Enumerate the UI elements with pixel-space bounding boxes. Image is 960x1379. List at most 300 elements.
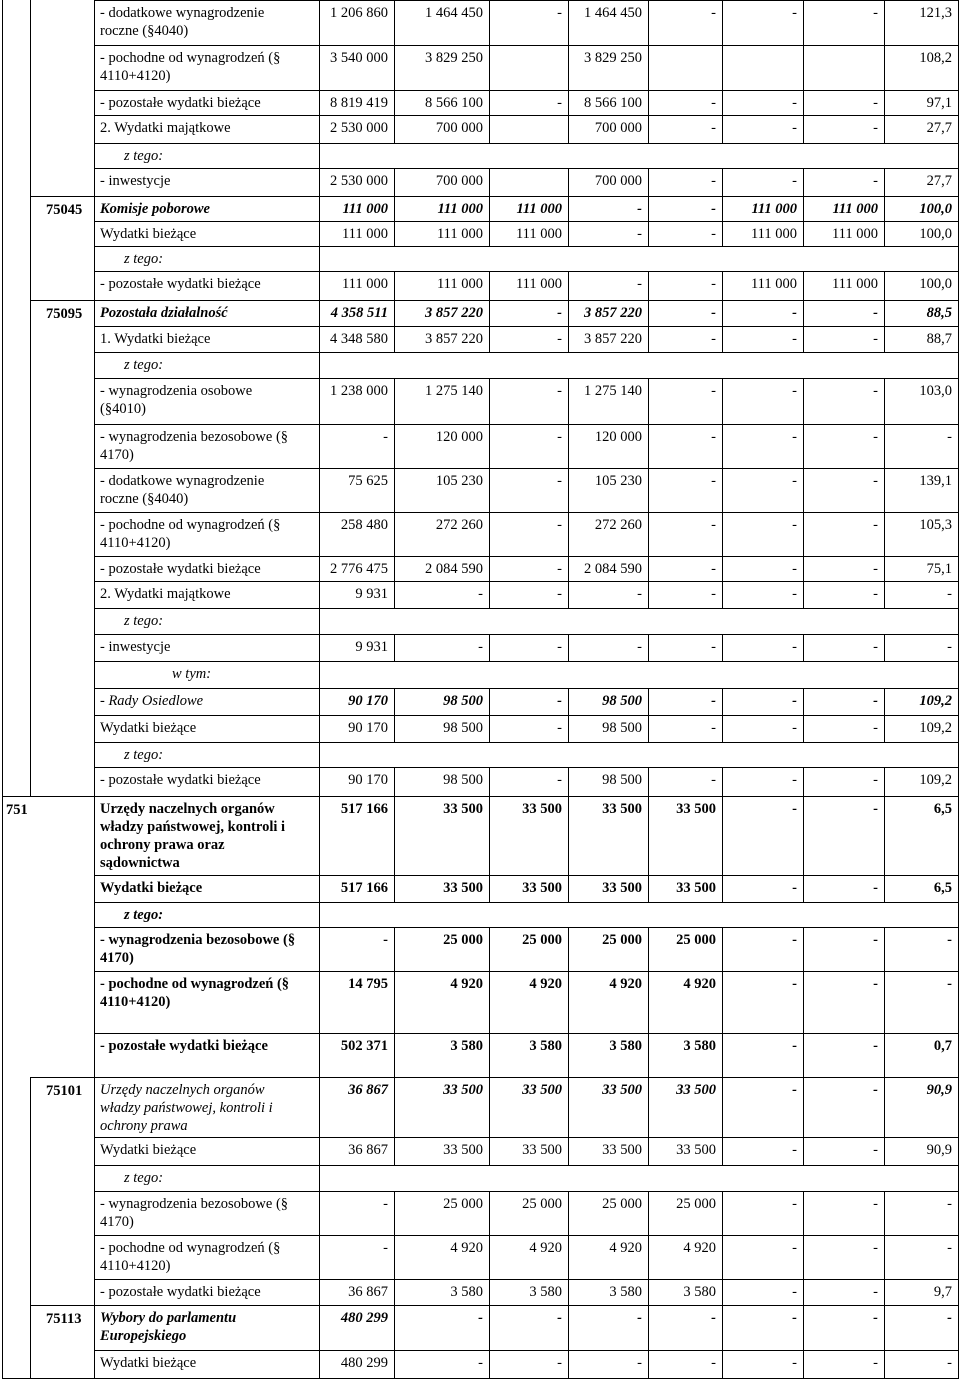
value-cell: 9 931 xyxy=(355,639,388,655)
value-cell: - xyxy=(873,383,878,399)
value-cell: 3 580 xyxy=(529,1038,562,1054)
value-cell: - xyxy=(792,1240,797,1256)
value-cell: - xyxy=(711,276,716,292)
value-cell: - xyxy=(792,561,797,577)
row-description: Wydatki bieżące xyxy=(100,880,203,896)
value-cell: 111 000 xyxy=(516,201,562,217)
value-cell: 90 170 xyxy=(348,720,388,736)
value-cell: - xyxy=(557,561,562,577)
value-cell: 75 625 xyxy=(348,473,388,489)
value-cell: 700 000 xyxy=(435,173,483,189)
value-cell: - xyxy=(873,120,878,136)
table-rule xyxy=(94,634,958,635)
value-cell: 111 000 xyxy=(342,201,388,217)
value-cell: 105,3 xyxy=(919,517,952,533)
value-cell: 100,0 xyxy=(919,226,952,242)
value-cell: - xyxy=(792,880,797,896)
value-cell: 121,3 xyxy=(919,5,952,21)
value-cell: - xyxy=(383,1240,388,1256)
value-cell: 90,9 xyxy=(926,1082,952,1098)
value-cell: 2 084 590 xyxy=(584,561,642,577)
value-cell: 33 500 xyxy=(443,1142,483,1158)
value-cell: - xyxy=(792,173,797,189)
value-cell: 33 500 xyxy=(602,1142,642,1158)
value-cell: 3 857 220 xyxy=(425,331,483,347)
row-description: - pozostałe wydatki bieżące xyxy=(100,772,261,788)
table-rule xyxy=(94,1165,958,1166)
value-cell: - xyxy=(792,639,797,655)
value-cell: - xyxy=(637,226,642,242)
value-cell: 3 857 220 xyxy=(584,331,642,347)
value-cell: - xyxy=(792,120,797,136)
value-cell: - xyxy=(557,305,562,321)
row-description: Wydatki bieżące xyxy=(100,720,197,736)
row-description: z tego: xyxy=(124,1170,164,1186)
value-cell: 3 580 xyxy=(450,1038,483,1054)
value-cell: 1 275 140 xyxy=(584,383,642,399)
value-cell: - xyxy=(711,693,716,709)
table-rule xyxy=(94,902,958,903)
value-cell: 36 867 xyxy=(348,1284,388,1300)
value-cell: - xyxy=(711,383,716,399)
value-cell: 103,0 xyxy=(919,383,952,399)
value-cell: 33 500 xyxy=(522,1142,562,1158)
row-description: - pochodne od wynagrodzeń (§ 4110+4120) xyxy=(100,50,281,84)
value-cell: - xyxy=(711,586,716,602)
value-cell: 4 920 xyxy=(683,976,716,992)
value-cell: 98 500 xyxy=(443,772,483,788)
row-description: Pozostała działalność xyxy=(100,305,228,321)
value-cell: - xyxy=(792,1355,797,1371)
value-cell: - xyxy=(947,429,952,445)
row-description: Wydatki bieżące xyxy=(100,1142,197,1158)
value-cell: - xyxy=(873,473,878,489)
value-cell: - xyxy=(947,1310,952,1326)
value-cell: 100,0 xyxy=(919,201,952,217)
value-cell: - xyxy=(947,932,952,948)
section-code: 75095 xyxy=(46,306,83,322)
value-cell: 700 000 xyxy=(594,173,642,189)
value-cell: - xyxy=(792,383,797,399)
value-cell: 90 170 xyxy=(348,772,388,788)
row-description: - pozostałe wydatki bieżące xyxy=(100,95,261,111)
value-cell: 111 000 xyxy=(341,226,388,242)
value-cell: 258 480 xyxy=(340,517,388,533)
row-description: - wynagrodzenia osobowe (§4010) xyxy=(100,383,253,417)
value-cell: 700 000 xyxy=(594,120,642,136)
table-rule xyxy=(94,875,958,876)
value-cell: - xyxy=(873,976,878,992)
value-cell: - xyxy=(873,772,878,788)
row-description: Komisje poborowe xyxy=(100,201,210,217)
value-cell: 1 464 450 xyxy=(425,5,483,21)
value-cell: 97,1 xyxy=(926,95,952,111)
value-cell: - xyxy=(873,693,878,709)
value-cell: - xyxy=(711,1310,716,1326)
value-cell: 3 857 220 xyxy=(425,305,483,321)
row-description: Urzędy naczelnych organów władzy państwowej, kontroli i ochrony prawa xyxy=(100,1082,273,1134)
value-cell: 4 920 xyxy=(609,1240,642,1256)
value-cell: 139,1 xyxy=(919,473,952,489)
value-cell: - xyxy=(792,720,797,736)
value-cell: 75,1 xyxy=(926,561,952,577)
value-cell: - xyxy=(873,586,878,602)
value-cell: - xyxy=(873,801,878,817)
value-cell: 88,7 xyxy=(926,331,952,347)
table-rule xyxy=(722,45,723,90)
value-cell: - xyxy=(873,1310,878,1326)
value-cell: - xyxy=(557,5,562,21)
value-cell: 33 500 xyxy=(602,880,642,896)
value-cell: - xyxy=(557,586,562,602)
table-rule xyxy=(30,196,958,197)
value-cell: - xyxy=(792,932,797,948)
row-description: - Rady Osiedlowe xyxy=(100,693,204,709)
value-cell: 8 819 419 xyxy=(330,95,388,111)
table-rule xyxy=(489,168,490,196)
value-cell: - xyxy=(792,331,797,347)
row-description: - inwestycje xyxy=(100,639,171,655)
value-cell: 25 000 xyxy=(443,1196,483,1212)
row-description: - pochodne od wynagrodzeń (§ 4110+4120) xyxy=(100,976,290,1010)
value-cell: 111 000 xyxy=(750,276,797,292)
value-cell: - xyxy=(557,772,562,788)
value-cell: - xyxy=(792,772,797,788)
table-rule xyxy=(94,1235,958,1236)
value-cell: 90,9 xyxy=(926,1142,952,1158)
value-cell: - xyxy=(873,720,878,736)
value-cell: - xyxy=(947,976,952,992)
value-cell: - xyxy=(557,1355,562,1371)
value-cell: 517 166 xyxy=(340,880,388,896)
value-cell: 111 000 xyxy=(831,276,878,292)
value-cell: 8 566 100 xyxy=(584,95,642,111)
value-cell: - xyxy=(873,95,878,111)
row-description: 2. Wydatki majątkowe xyxy=(100,120,231,136)
value-cell: - xyxy=(873,305,878,321)
value-cell: 111 000 xyxy=(751,201,797,217)
value-cell: - xyxy=(557,95,562,111)
value-cell: - xyxy=(711,201,716,217)
table-rule xyxy=(94,115,958,116)
table-rule xyxy=(94,971,958,972)
row-description: Wybory do parlamentu Europejskiego xyxy=(100,1310,237,1344)
value-cell: 111 000 xyxy=(436,226,483,242)
value-cell: - xyxy=(711,5,716,21)
table-rule xyxy=(94,1279,958,1280)
value-cell: - xyxy=(711,305,716,321)
value-cell: 1 464 450 xyxy=(584,5,642,21)
table-rule xyxy=(958,0,959,1379)
value-cell: - xyxy=(637,201,642,217)
value-cell: - xyxy=(383,429,388,445)
value-cell: 4 358 511 xyxy=(330,305,388,321)
value-cell: - xyxy=(557,473,562,489)
row-description: - wynagrodzenia bezosobowe (§ 4170) xyxy=(100,1196,289,1230)
value-cell: - xyxy=(873,639,878,655)
value-cell: 109,2 xyxy=(919,720,952,736)
value-cell: 2 776 475 xyxy=(330,561,388,577)
value-cell: 120 000 xyxy=(435,429,483,445)
value-cell: - xyxy=(637,1355,642,1371)
value-cell: - xyxy=(478,1355,483,1371)
table-rule xyxy=(94,512,958,513)
value-cell: 111 000 xyxy=(515,276,562,292)
row-description: Wydatki bieżące xyxy=(100,226,197,242)
value-cell: 25 000 xyxy=(602,932,642,948)
table-rule xyxy=(94,424,958,425)
value-cell: 3 580 xyxy=(529,1284,562,1300)
value-cell: 36 867 xyxy=(348,1142,388,1158)
value-cell: - xyxy=(792,1082,797,1098)
value-cell: 33 500 xyxy=(443,801,483,817)
table-rule xyxy=(30,1077,958,1078)
value-cell: 4 920 xyxy=(450,976,483,992)
value-cell: 3 829 250 xyxy=(425,50,483,66)
value-cell: 98 500 xyxy=(602,720,642,736)
value-cell: - xyxy=(557,720,562,736)
value-cell: 111 000 xyxy=(341,276,388,292)
value-cell: 2 084 590 xyxy=(425,561,483,577)
value-cell: 3 829 250 xyxy=(584,50,642,66)
value-cell: 1 238 000 xyxy=(330,383,388,399)
table-rule xyxy=(648,45,649,90)
value-cell: 33 500 xyxy=(602,1082,642,1098)
value-cell: 90 170 xyxy=(348,693,388,709)
value-cell: 25 000 xyxy=(602,1196,642,1212)
value-cell: - xyxy=(947,1355,952,1371)
value-cell: - xyxy=(873,1142,878,1158)
value-cell: 6,5 xyxy=(933,880,952,896)
value-cell: 3 580 xyxy=(683,1284,716,1300)
table-rule xyxy=(94,742,958,743)
value-cell: - xyxy=(873,1038,878,1054)
value-cell: - xyxy=(873,331,878,347)
value-cell: - xyxy=(873,429,878,445)
row-description: z tego: xyxy=(124,747,164,763)
value-cell: - xyxy=(557,383,562,399)
value-cell: - xyxy=(637,276,642,292)
table-rule xyxy=(2,796,958,797)
section-code: 75101 xyxy=(46,1083,83,1099)
value-cell: 98 500 xyxy=(443,693,483,709)
value-cell: - xyxy=(873,1284,878,1300)
value-cell: - xyxy=(792,95,797,111)
value-cell: - xyxy=(873,1355,878,1371)
value-cell: - xyxy=(557,1310,562,1326)
value-cell: - xyxy=(792,976,797,992)
value-cell: - xyxy=(711,226,716,242)
value-cell: 4 920 xyxy=(529,976,562,992)
table-rule xyxy=(803,45,804,90)
value-cell: 6,5 xyxy=(933,801,952,817)
value-cell: 33 500 xyxy=(522,1082,562,1098)
value-cell: - xyxy=(711,639,716,655)
value-cell: - xyxy=(873,880,878,896)
value-cell: 88,5 xyxy=(926,305,952,321)
value-cell: 8 566 100 xyxy=(425,95,483,111)
value-cell: 108,2 xyxy=(919,50,952,66)
value-cell: 27,7 xyxy=(926,173,952,189)
value-cell: - xyxy=(792,473,797,489)
row-description: z tego: xyxy=(124,357,164,373)
value-cell: - xyxy=(873,173,878,189)
value-cell: 272 260 xyxy=(594,517,642,533)
value-cell: 33 500 xyxy=(443,880,483,896)
value-cell: 502 371 xyxy=(340,1038,388,1054)
table-rule xyxy=(30,0,31,796)
value-cell: - xyxy=(873,932,878,948)
row-description: - wynagrodzenia bezosobowe (§ 4170) xyxy=(100,429,289,463)
table-rule xyxy=(489,115,490,143)
value-cell: 14 795 xyxy=(348,976,388,992)
value-cell: - xyxy=(711,331,716,347)
value-cell: 9 931 xyxy=(355,586,388,602)
row-description: z tego: xyxy=(124,251,164,267)
value-cell: - xyxy=(792,5,797,21)
value-cell: 272 260 xyxy=(435,517,483,533)
value-cell: 109,2 xyxy=(919,693,952,709)
value-cell: 3 580 xyxy=(609,1284,642,1300)
table-rule xyxy=(30,1305,958,1306)
value-cell: - xyxy=(792,1284,797,1300)
value-cell: - xyxy=(557,639,562,655)
value-cell: 98 500 xyxy=(602,693,642,709)
table-rule xyxy=(94,378,958,379)
value-cell: - xyxy=(711,95,716,111)
value-cell: 3 857 220 xyxy=(584,305,642,321)
table-rule xyxy=(94,168,958,169)
table-rule xyxy=(94,767,958,768)
value-cell: - xyxy=(873,517,878,533)
row-description: - dodatkowe wynagrodzenie roczne (§4040) xyxy=(100,473,265,507)
value-cell: - xyxy=(792,1038,797,1054)
value-cell: 2 530 000 xyxy=(330,120,388,136)
value-cell: 9,7 xyxy=(933,1284,952,1300)
value-cell: 480 299 xyxy=(340,1310,388,1326)
table-rule xyxy=(94,246,958,247)
value-cell: - xyxy=(637,1310,642,1326)
value-cell: 33 500 xyxy=(676,1082,716,1098)
table-rule xyxy=(94,352,958,353)
value-cell: 3 580 xyxy=(683,1038,716,1054)
row-description: z tego: xyxy=(124,907,164,923)
value-cell: - xyxy=(947,1196,952,1212)
value-cell: - xyxy=(792,1310,797,1326)
value-cell: 4 920 xyxy=(450,1240,483,1256)
value-cell: 4 920 xyxy=(529,1240,562,1256)
table-rule xyxy=(94,581,958,582)
value-cell: 25 000 xyxy=(443,932,483,948)
value-cell: 25 000 xyxy=(676,932,716,948)
value-cell: - xyxy=(711,1355,716,1371)
value-cell: 25 000 xyxy=(522,932,562,948)
row-description: - pochodne od wynagrodzeń (§ 4110+4120) xyxy=(100,1240,281,1274)
table-rule xyxy=(489,45,490,90)
value-cell: 111 000 xyxy=(515,226,562,242)
value-cell: - xyxy=(711,120,716,136)
value-cell: 111 000 xyxy=(832,201,878,217)
table-rule xyxy=(94,556,958,557)
row-description: - pozostałe wydatki bieżące xyxy=(100,1038,268,1054)
value-cell: - xyxy=(792,801,797,817)
row-description: w tym: xyxy=(172,666,212,682)
value-cell: 111 000 xyxy=(750,226,797,242)
value-cell: - xyxy=(383,932,388,948)
value-cell: - xyxy=(478,1310,483,1326)
row-description: Wydatki bieżące xyxy=(100,1355,197,1371)
row-description: - pochodne od wynagrodzeń (§ 4110+4120) xyxy=(100,517,281,551)
table-rule xyxy=(94,90,958,91)
table-rule xyxy=(30,300,958,301)
table-rule xyxy=(94,0,958,1)
row-description: 1. Wydatki bieżące xyxy=(100,331,211,347)
value-cell: 33 500 xyxy=(522,880,562,896)
row-description: 2. Wydatki majątkowe xyxy=(100,586,231,602)
value-cell: 33 500 xyxy=(676,880,716,896)
value-cell: 4 348 580 xyxy=(330,331,388,347)
value-cell: 105 230 xyxy=(435,473,483,489)
table-rule xyxy=(94,715,958,716)
table-rule xyxy=(94,1033,958,1034)
table-rule xyxy=(94,688,958,689)
table-rule xyxy=(94,143,958,144)
value-cell: 33 500 xyxy=(522,801,562,817)
table-rule xyxy=(94,1191,958,1192)
table-rule xyxy=(94,1137,958,1138)
value-cell: 33 500 xyxy=(676,1142,716,1158)
value-cell: 4 920 xyxy=(609,976,642,992)
row-description: - inwestycje xyxy=(100,173,171,189)
value-cell: - xyxy=(711,720,716,736)
table-rule xyxy=(94,1350,958,1351)
section-code: 75113 xyxy=(46,1311,82,1327)
value-cell: - xyxy=(478,639,483,655)
value-cell: 33 500 xyxy=(443,1082,483,1098)
value-cell: 120 000 xyxy=(594,429,642,445)
value-cell: - xyxy=(711,772,716,788)
table-rule xyxy=(94,608,958,609)
value-cell: 480 299 xyxy=(340,1355,388,1371)
section-code: 75045 xyxy=(46,202,83,218)
value-cell: - xyxy=(711,561,716,577)
table-rule xyxy=(94,661,958,662)
value-cell: - xyxy=(947,586,952,602)
value-cell: - xyxy=(557,517,562,533)
value-cell: - xyxy=(792,586,797,602)
table-rule xyxy=(94,271,958,272)
value-cell: 2 530 000 xyxy=(330,173,388,189)
value-cell: - xyxy=(947,639,952,655)
table-rule xyxy=(2,796,3,1378)
value-cell: 27,7 xyxy=(926,120,952,136)
table-rule xyxy=(94,45,958,46)
value-cell: 700 000 xyxy=(435,120,483,136)
value-cell: 3 540 000 xyxy=(330,50,388,66)
value-cell: 3 580 xyxy=(609,1038,642,1054)
value-cell: 100,0 xyxy=(919,276,952,292)
row-description: - pozostałe wydatki bieżące xyxy=(100,561,261,577)
value-cell: - xyxy=(947,1240,952,1256)
value-cell: - xyxy=(711,473,716,489)
value-cell: 25 000 xyxy=(522,1196,562,1212)
value-cell: 98 500 xyxy=(602,772,642,788)
value-cell: - xyxy=(383,1196,388,1212)
value-cell: - xyxy=(792,693,797,709)
value-cell: - xyxy=(792,517,797,533)
row-description: z tego: xyxy=(124,148,164,164)
value-cell: - xyxy=(478,586,483,602)
